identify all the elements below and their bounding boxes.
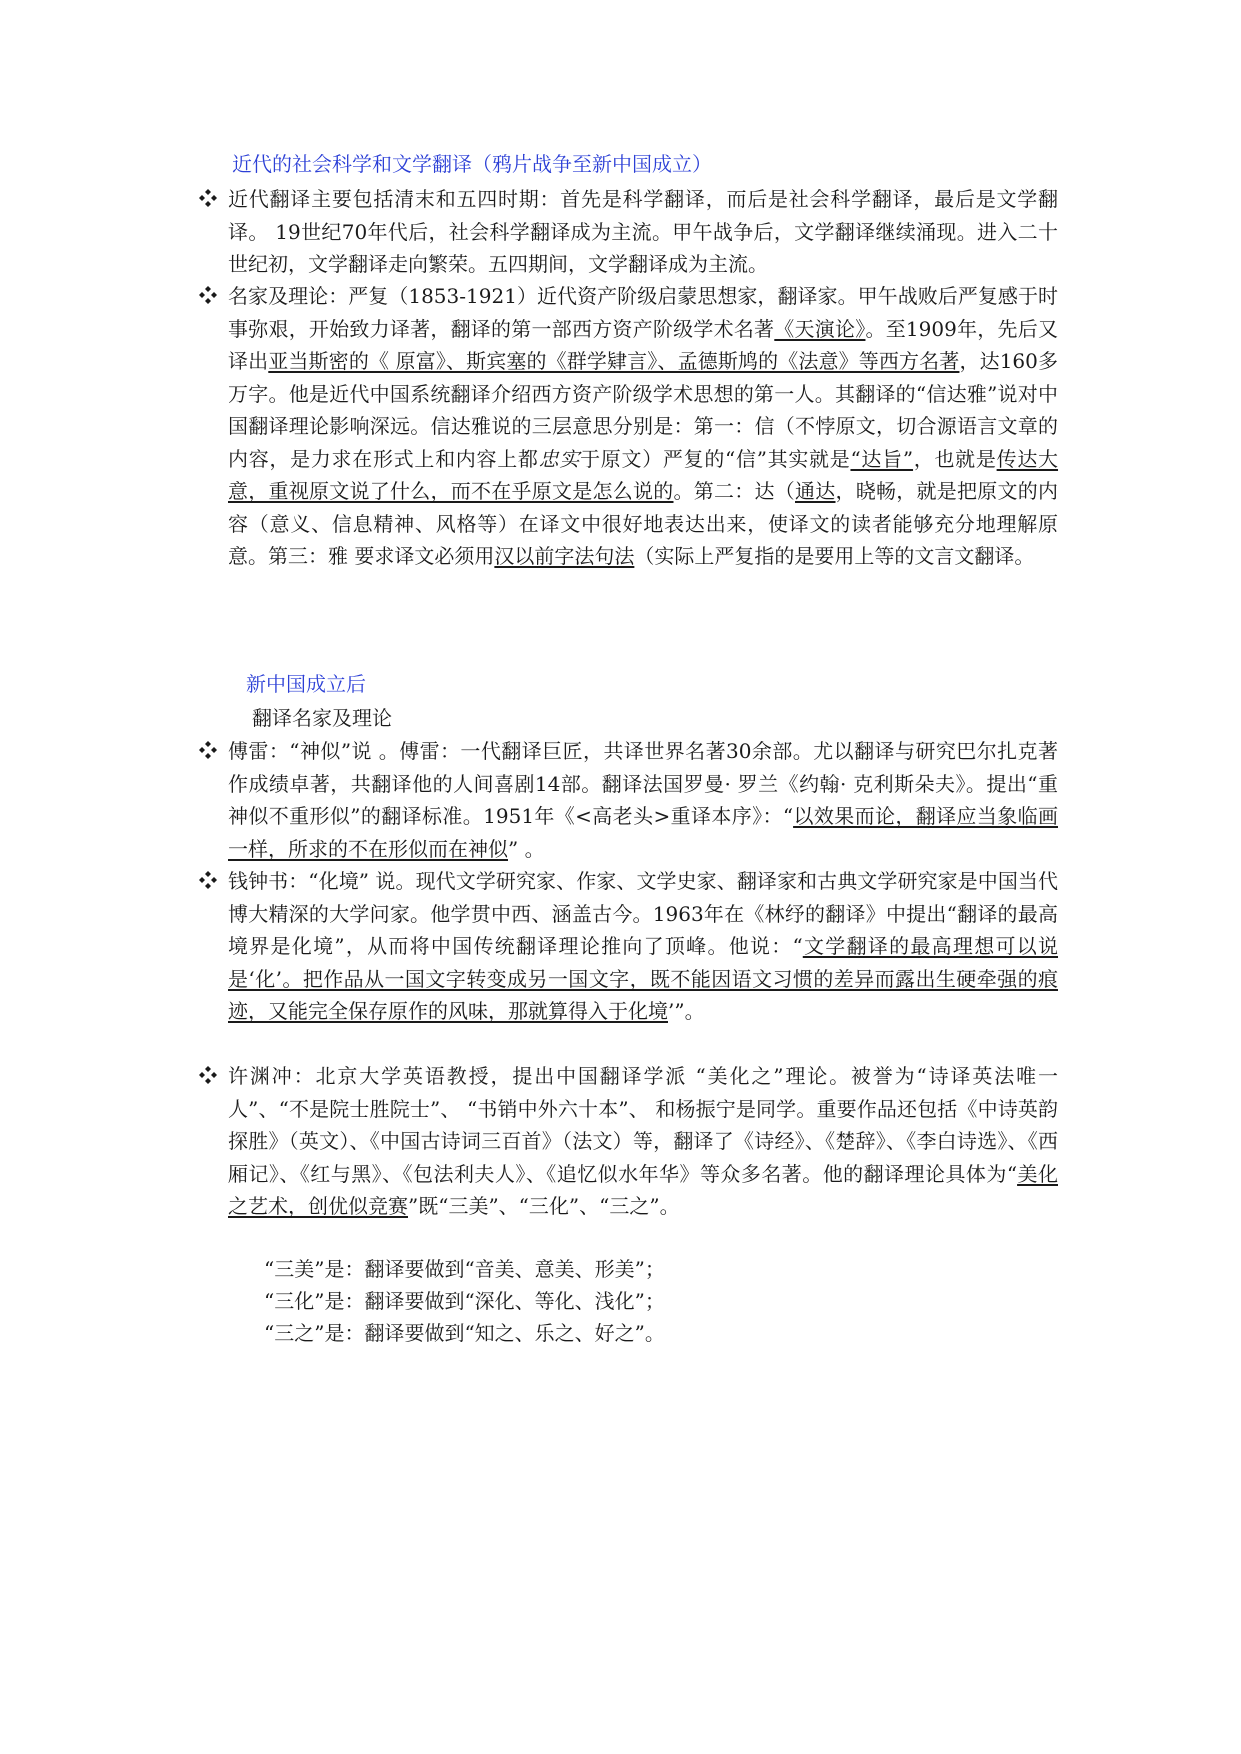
paragraph-modern-translation [228,183,1058,281]
text-segment: 许渊冲：北京大学英语教授，提出中国翻译学派 “美化之”理论。被誉为“诗译英法唯一人”、“不是院士胜院士”、 “书销中外六十本”、 和杨振宁是同学。重要作品还包括《中诗英韵探胜》（英文）、《中国古诗词三百首》（法文）等，翻译了《诗经》、《楚辞》、《李白诗选》、《西厢记》、《红与黑》、《包法利夫人》、《追忆似水年华》等众多名著。他的翻译理论具体为“ [228,1064,1058,1186]
text-segment: ’”。 [668,999,705,1023]
diamond-bullet-icon [198,285,218,305]
diamond-bullet-icon [198,870,218,890]
italic-text: 忠实 [538,446,581,471]
text-segment: 。第二：达（ [673,479,795,503]
underlined-text: 文学翻译的最高理想可以说是‘化’。把作品从一国文字转变成另一国文字，既不能因语文习惯的差异而露出生硬牵强的痕迹，又能完全保存原作的风味，那就算得入于化境 [228,934,1059,1023]
underlined-text: 美化之艺术，创优似竞赛 [228,1161,1058,1218]
paragraph-xu-yuanchong [228,1060,1058,1223]
underlined-text: “达旨” [850,446,914,471]
underlined-text: 通达 [795,479,836,503]
list-item [228,735,1058,865]
list-item [228,865,1058,1028]
text-segment: ”既“三美”、“三化”、“三之”。 [408,1194,680,1218]
text-segment: 于原文）严复的“信”其实就是 [580,446,851,471]
section-heading-new-china: 新中国成立后 [246,672,366,696]
text-segment: ，晓畅，就是把原文的内容（意义、信息精神、风格等）在译文中很好地表达出来，使译文的读者能够充分地理解原意。第三：雅 要求译文必须用 [228,479,1058,568]
text-segment: ，达160多万字。他是近代中国系统翻译介绍西方资产阶级学术思想的第一人。其翻译的“信达雅”说对中国翻译理论影响深远。信达雅说的三层意思分别是：第一：信（不悖原文，切合源语言文章的内容，是力求在形式上和内容上都 [228,349,1059,471]
underlined-text: 以效果而论，翻译应当象临画一样，所求的不在形似而在神似 [228,804,1058,861]
text-segment: 近代翻译主要包括清末和五四时期：首先是科学翻译，而后是社会科学翻译，最后是文学翻译。 19世纪70年代后，社会科学翻译成为主流。甲午战争后，文学翻译继续涌现。进入二十世纪初，文学翻译走向繁荣。五四期间，文学翻译成为主流。 [228,187,1058,276]
paragraph-fu-lei [228,735,1058,865]
subheading-translators: 翻译名家及理论 [252,706,392,730]
text-segment: 钱钟书：“化境” 说。现代文学研究家、作家、文学史家、翻译家和古典文学研究家是中国当代博大精深的大学问家。他学贯中西、涵盖古今。1963年在《林纾的翻译》中提出“翻译的最高境界是化境”，从而将中国传统翻译理论推向了顶峰。他说：“ [228,869,1058,958]
section-heading-modern: 近代的社会科学和文学翻译（鸦片战争至新中国成立） [232,152,712,176]
diamond-bullet-icon [198,740,218,760]
text-segment: 傅雷：“神似”说 。傅雷：一代翻译巨匠，共译世界名著30余部。尤以翻译与研究巴尔扎克著作成绩卓著，共翻译他的人间喜剧14部。翻译法国罗曼· 罗兰《约翰· 克利斯朵夫》。提出“重神似不重形似”的翻译标准。1951年《<高老头>重译本序》：“ [228,739,1058,828]
extra-line-sanzhi: “三之”是：翻译要做到“知之、乐之、好之”。 [264,1321,665,1345]
text-segment: 名家及理论：严复（1853-1921）近代资产阶级启蒙思想家，翻译家。甲午战败后严复感于时事弥艰，开始致力译著，翻译的第一部西方资产阶级学术名著 [228,284,1058,341]
text-segment: ，也就是 [913,446,997,471]
extra-line-sanmei: “三美”是：翻译要做到“音美、意美、形美”； [264,1257,665,1281]
underlined-text: 《天演论》 [774,316,866,341]
paragraph-qian-zhongshu [228,865,1058,1028]
diamond-bullet-icon [198,1065,218,1085]
extra-line-sanhua: “三化”是：翻译要做到“深化、等化、浅化”； [264,1289,665,1313]
paragraph-yan-fu [228,280,1058,573]
underlined-text: 汉以前字法句法 [494,544,635,568]
text-segment: 。至1909年，先后又译出 [228,316,1058,373]
text-segment: （实际上严复指的是要用上等的文言文翻译。 [634,544,1035,568]
underlined-text: 亚当斯密的《 原富》、斯宾塞的《群学肄言》、孟德斯鸠的《法意》等西方名著 [268,349,960,373]
list-item [228,1060,1058,1223]
underlined-text: 传达大意，重视原文说了什么，而不在乎原文是怎么说的 [228,446,1059,503]
diamond-bullet-icon [198,188,218,208]
list-item [228,280,1058,573]
text-segment: ” 。 [508,836,545,861]
list-item [228,183,1058,281]
